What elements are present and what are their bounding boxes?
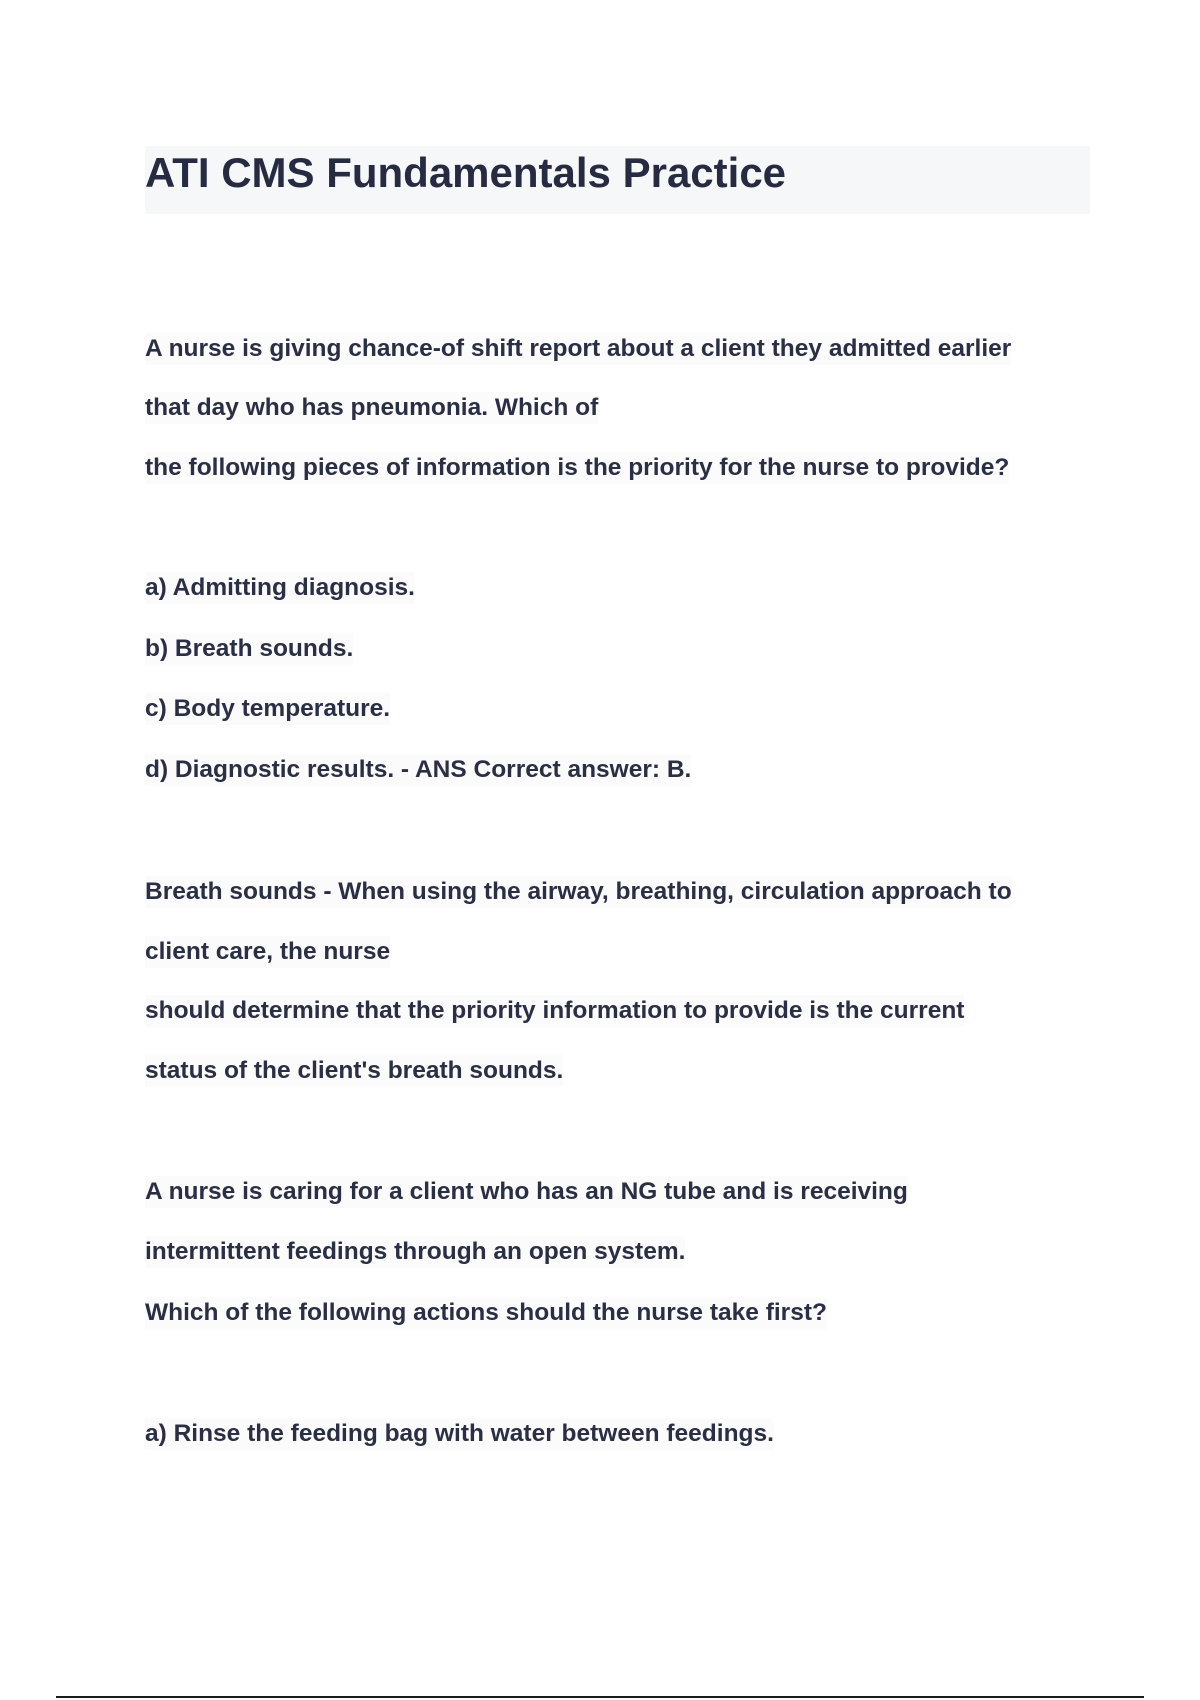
q2-line-1: A nurse is caring for a client who has an NG tube and is receiving bbox=[145, 1176, 908, 1208]
q1-option-d-answer: d) Diagnostic results. - ANS Correct answer: B. bbox=[145, 754, 691, 786]
q2-line-3: Which of the following actions should the nurse take first? bbox=[145, 1297, 827, 1329]
q1-line-1: A nurse is giving chance-of shift report about a client they admitted earlier bbox=[145, 333, 1011, 365]
page-bottom-rule bbox=[56, 1696, 1144, 1698]
q1-option-c: c) Body temperature. bbox=[145, 693, 390, 725]
rationale1-line-4: status of the client's breath sounds. bbox=[145, 1055, 563, 1087]
q1-option-a: a) Admitting diagnosis. bbox=[145, 572, 415, 604]
q1-line-2: that day who has pneumonia. Which of bbox=[145, 392, 598, 424]
q1-option-b: b) Breath sounds. bbox=[145, 633, 353, 665]
rationale1-line-1: Breath sounds - When using the airway, breathing, circulation approach to bbox=[145, 876, 1012, 908]
q1-line-3: the following pieces of information is the priority for the nurse to provide? bbox=[145, 452, 1009, 484]
page-title: ATI CMS Fundamentals Practice bbox=[145, 149, 787, 196]
q2-option-a: a) Rinse the feeding bag with water between feedings. bbox=[145, 1418, 774, 1450]
q2-line-2: intermittent feedings through an open system. bbox=[145, 1236, 685, 1268]
rationale1-line-2: client care, the nurse bbox=[145, 936, 390, 968]
rationale1-line-3: should determine that the priority information to provide is the current bbox=[145, 995, 964, 1027]
